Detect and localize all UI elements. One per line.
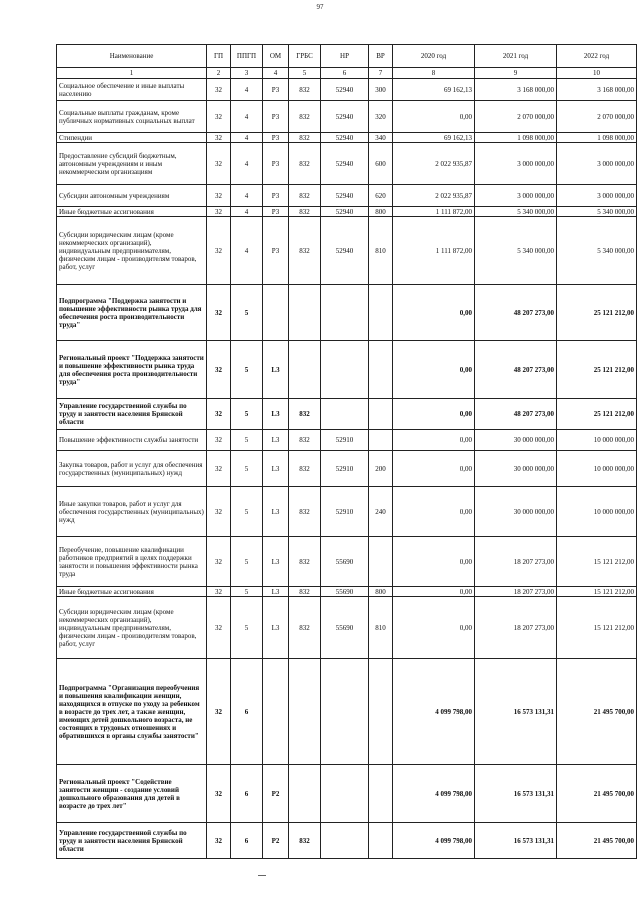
row-om-cell: Р2 (263, 823, 289, 859)
row-2020-cell: 0,00 (393, 341, 475, 399)
row-gp-cell: 32 (207, 133, 231, 143)
row-nr-cell: 55690 (321, 587, 369, 597)
index-cell: 7 (369, 68, 393, 79)
row-2020-cell: 0,00 (393, 487, 475, 537)
row-ppgp-cell: 4 (231, 185, 263, 207)
header-gp: ГП (207, 45, 231, 68)
index-cell: 3 (231, 68, 263, 79)
header-row (57, 45, 637, 68)
index-cell: 1 (57, 68, 207, 79)
row-vr-cell (369, 399, 393, 430)
row-2022-cell: 25 121 212,00 (557, 399, 637, 430)
row-2022-cell: 21 495 700,00 (557, 765, 637, 823)
row-2022-cell: 3 000 000,00 (557, 185, 637, 207)
header-name: Наименование (57, 45, 207, 68)
row-2020-cell: 0,00 (393, 101, 475, 133)
row-2020-cell: 0,00 (393, 537, 475, 587)
row-2022-cell: 2 070 000,00 (557, 101, 637, 133)
header-nr: НР (321, 45, 369, 68)
row-ppgp-cell: 5 (231, 451, 263, 487)
row-2021-cell: 3 000 000,00 (475, 143, 557, 185)
index-cell: 6 (321, 68, 369, 79)
row-2022-cell: 25 121 212,00 (557, 285, 637, 341)
table-row (57, 765, 637, 823)
row-grbs-cell: 832 (289, 133, 321, 143)
row-vr-cell (369, 430, 393, 451)
row-grbs-cell (289, 341, 321, 399)
row-om-cell: L3 (263, 451, 289, 487)
page-number: 97 (316, 3, 324, 11)
row-nr-cell (321, 765, 369, 823)
row-nr-cell (321, 659, 369, 765)
row-nr-cell (321, 823, 369, 859)
row-2021-cell: 18 207 273,00 (475, 537, 557, 587)
row-2020-cell: 0,00 (393, 399, 475, 430)
row-nr-cell (321, 341, 369, 399)
index-cell: 10 (557, 68, 637, 79)
row-2022-cell: 21 495 700,00 (557, 659, 637, 765)
row-nr-cell: 52940 (321, 185, 369, 207)
row-nr-cell (321, 399, 369, 430)
index-cell: 2 (207, 68, 231, 79)
index-cell: 4 (263, 68, 289, 79)
row-grbs-cell: 832 (289, 537, 321, 587)
row-name-cell: Субсидии юридическим лицам (кроме некоммерческих организаций), индивидуальным предпринимателям, физическим лицам - производителям товаров, работ, услуг (57, 217, 207, 285)
row-2020-cell: 0,00 (393, 597, 475, 659)
header-ppgp: ППГП (231, 45, 263, 68)
row-name-cell: Закупка товаров, работ и услуг для обеспечения государственных (муниципальных) нужд (57, 451, 207, 487)
row-nr-cell: 55690 (321, 597, 369, 659)
row-gp-cell: 32 (207, 217, 231, 285)
row-2021-cell: 16 573 131,31 (475, 659, 557, 765)
row-2022-cell: 1 098 000,00 (557, 133, 637, 143)
row-grbs-cell: 832 (289, 79, 321, 101)
row-name-cell: Иные бюджетные ассигнования (57, 207, 207, 217)
row-nr-cell: 52940 (321, 101, 369, 133)
row-grbs-cell (289, 285, 321, 341)
row-vr-cell: 810 (369, 217, 393, 285)
row-2021-cell: 5 340 000,00 (475, 217, 557, 285)
row-2022-cell: 10 000 000,00 (557, 451, 637, 487)
row-vr-cell (369, 765, 393, 823)
row-ppgp-cell: 5 (231, 597, 263, 659)
table-row (57, 537, 637, 587)
row-vr-cell: 340 (369, 133, 393, 143)
row-2020-cell: 0,00 (393, 587, 475, 597)
row-2020-cell: 0,00 (393, 430, 475, 451)
row-name-cell: Переобучение, повышение квалификации работников предприятий в целях поддержки занятости и повышения эффективности рынка труда (57, 537, 207, 587)
row-2020-cell: 1 111 872,00 (393, 207, 475, 217)
row-grbs-cell: 832 (289, 207, 321, 217)
row-name-cell: Иные бюджетные ассигнования (57, 587, 207, 597)
row-om-cell: Р3 (263, 133, 289, 143)
row-nr-cell: 52940 (321, 143, 369, 185)
row-om-cell (263, 659, 289, 765)
index-cell: 5 (289, 68, 321, 79)
row-gp-cell: 32 (207, 587, 231, 597)
row-2020-cell: 69 162,13 (393, 133, 475, 143)
row-ppgp-cell: 4 (231, 207, 263, 217)
row-gp-cell: 32 (207, 207, 231, 217)
row-nr-cell: 55690 (321, 537, 369, 587)
row-gp-cell: 32 (207, 101, 231, 133)
row-name-cell: Предоставление субсидий бюджетным, автономным учреждениям и иным некоммерческим организациям (57, 143, 207, 185)
row-om-cell: Р2 (263, 765, 289, 823)
row-ppgp-cell: 4 (231, 101, 263, 133)
row-2021-cell: 1 098 000,00 (475, 133, 557, 143)
row-ppgp-cell: 6 (231, 659, 263, 765)
table-row (57, 185, 637, 207)
row-2020-cell: 69 162,13 (393, 79, 475, 101)
header-2021: 2021 год (475, 45, 557, 68)
row-ppgp-cell: 5 (231, 341, 263, 399)
row-2022-cell: 5 340 000,00 (557, 207, 637, 217)
row-name-cell: Подпрограмма "Поддержка занятости и повышение эффективности рынка труда для обеспечения роста производительности труда" (57, 285, 207, 341)
row-om-cell: L3 (263, 597, 289, 659)
row-2020-cell: 2 022 935,87 (393, 185, 475, 207)
row-grbs-cell: 832 (289, 451, 321, 487)
row-name-cell: Иные закупки товаров, работ и услуг для обеспечения государственных (муниципальных) нужд (57, 487, 207, 537)
row-gp-cell: 32 (207, 285, 231, 341)
row-nr-cell: 52940 (321, 207, 369, 217)
row-vr-cell (369, 537, 393, 587)
row-om-cell: Р3 (263, 79, 289, 101)
table-row (57, 587, 637, 597)
row-ppgp-cell: 5 (231, 430, 263, 451)
row-2020-cell: 4 099 798,00 (393, 765, 475, 823)
row-gp-cell: 32 (207, 341, 231, 399)
row-ppgp-cell: 5 (231, 487, 263, 537)
row-name-cell: Подпрограмма "Организация переобучения и повышения квалификации женщин, находящихся в отпуске по уходу за ребенком в возрасте до трех лет, а также женщин, имеющих детей дошкольного возраста, не состоящих в трудовых отношениях и обратившихся в органы службы занятости" (57, 659, 207, 765)
row-grbs-cell: 832 (289, 143, 321, 185)
row-2022-cell: 15 121 212,00 (557, 587, 637, 597)
row-vr-cell: 600 (369, 143, 393, 185)
row-vr-cell: 800 (369, 207, 393, 217)
row-ppgp-cell: 4 (231, 133, 263, 143)
header-om: ОМ (263, 45, 289, 68)
row-ppgp-cell: 5 (231, 399, 263, 430)
row-2022-cell: 10 000 000,00 (557, 487, 637, 537)
row-grbs-cell: 832 (289, 101, 321, 133)
table-row (57, 451, 637, 487)
row-2022-cell: 3 000 000,00 (557, 143, 637, 185)
row-2021-cell: 3 000 000,00 (475, 185, 557, 207)
table-row (57, 133, 637, 143)
table-row (57, 399, 637, 430)
row-gp-cell: 32 (207, 597, 231, 659)
header-vr: ВР (369, 45, 393, 68)
row-vr-cell: 620 (369, 185, 393, 207)
row-2022-cell: 15 121 212,00 (557, 597, 637, 659)
row-grbs-cell: 832 (289, 399, 321, 430)
row-grbs-cell: 832 (289, 430, 321, 451)
row-ppgp-cell: 5 (231, 285, 263, 341)
row-vr-cell (369, 341, 393, 399)
row-ppgp-cell: 5 (231, 537, 263, 587)
row-vr-cell (369, 659, 393, 765)
row-2021-cell: 18 207 273,00 (475, 587, 557, 597)
row-name-cell: Повышение эффективности службы занятости (57, 430, 207, 451)
table-row (57, 597, 637, 659)
row-2021-cell: 16 573 131,31 (475, 765, 557, 823)
table-row (57, 143, 637, 185)
row-name-cell: Управление государственной службы по труду и занятости населения Брянской области (57, 399, 207, 430)
table-row (57, 207, 637, 217)
row-grbs-cell (289, 659, 321, 765)
table-row (57, 79, 637, 101)
row-grbs-cell (289, 765, 321, 823)
table-row (57, 430, 637, 451)
row-name-cell: Региональный проект "Содействие занятости женщин - создание условий дошкольного образования для детей в возрасте до трех лет" (57, 765, 207, 823)
row-2022-cell: 3 168 000,00 (557, 79, 637, 101)
row-om-cell: Р3 (263, 185, 289, 207)
row-name-cell: Управление государственной службы по труду и занятости населения Брянской области (57, 823, 207, 859)
row-ppgp-cell: 5 (231, 587, 263, 597)
row-2021-cell: 30 000 000,00 (475, 430, 557, 451)
row-grbs-cell: 832 (289, 587, 321, 597)
row-gp-cell: 32 (207, 451, 231, 487)
row-2021-cell: 48 207 273,00 (475, 341, 557, 399)
row-2021-cell: 48 207 273,00 (475, 285, 557, 341)
row-om-cell (263, 285, 289, 341)
row-name-cell: Стипендии (57, 133, 207, 143)
scan-artifact (258, 875, 266, 876)
row-2021-cell: 30 000 000,00 (475, 451, 557, 487)
row-nr-cell: 52940 (321, 217, 369, 285)
row-grbs-cell: 832 (289, 217, 321, 285)
row-nr-cell: 52940 (321, 133, 369, 143)
table-row (57, 101, 637, 133)
row-2022-cell: 5 340 000,00 (557, 217, 637, 285)
row-ppgp-cell: 6 (231, 823, 263, 859)
row-nr-cell: 52910 (321, 451, 369, 487)
row-grbs-cell: 832 (289, 823, 321, 859)
row-2022-cell: 21 495 700,00 (557, 823, 637, 859)
row-om-cell: Р3 (263, 143, 289, 185)
table-row (57, 823, 637, 859)
row-vr-cell: 240 (369, 487, 393, 537)
row-gp-cell: 32 (207, 143, 231, 185)
table-row (57, 659, 637, 765)
row-2022-cell: 15 121 212,00 (557, 537, 637, 587)
budget-table (56, 44, 637, 859)
row-gp-cell: 32 (207, 79, 231, 101)
row-2021-cell: 3 168 000,00 (475, 79, 557, 101)
row-grbs-cell: 832 (289, 487, 321, 537)
row-om-cell: L3 (263, 341, 289, 399)
row-name-cell: Социальное обеспечение и иные выплаты населению (57, 79, 207, 101)
row-2021-cell: 2 070 000,00 (475, 101, 557, 133)
row-ppgp-cell: 4 (231, 143, 263, 185)
row-vr-cell: 300 (369, 79, 393, 101)
row-name-cell: Субсидии автономным учреждениям (57, 185, 207, 207)
row-vr-cell: 320 (369, 101, 393, 133)
row-vr-cell (369, 823, 393, 859)
row-gp-cell: 32 (207, 823, 231, 859)
row-gp-cell: 32 (207, 487, 231, 537)
row-2021-cell: 18 207 273,00 (475, 597, 557, 659)
row-om-cell: L3 (263, 399, 289, 430)
row-om-cell: L3 (263, 430, 289, 451)
row-2020-cell: 4 099 798,00 (393, 823, 475, 859)
table-row (57, 487, 637, 537)
row-om-cell: L3 (263, 537, 289, 587)
row-ppgp-cell: 4 (231, 217, 263, 285)
column-index-row (57, 68, 637, 79)
row-grbs-cell: 832 (289, 185, 321, 207)
row-2020-cell: 2 022 935,87 (393, 143, 475, 185)
header-2020: 2020 год (393, 45, 475, 68)
row-2021-cell: 16 573 131,31 (475, 823, 557, 859)
index-cell: 8 (393, 68, 475, 79)
row-om-cell: Р3 (263, 207, 289, 217)
table-row (57, 341, 637, 399)
row-grbs-cell: 832 (289, 597, 321, 659)
row-name-cell: Субсидии юридическим лицам (кроме некоммерческих организаций), индивидуальным предпринимателям, физическим лицам - производителям товаров, работ, услуг (57, 597, 207, 659)
row-nr-cell (321, 285, 369, 341)
row-om-cell: L3 (263, 487, 289, 537)
row-2021-cell: 30 000 000,00 (475, 487, 557, 537)
row-gp-cell: 32 (207, 399, 231, 430)
row-vr-cell: 810 (369, 597, 393, 659)
row-om-cell: Р3 (263, 101, 289, 133)
row-gp-cell: 32 (207, 659, 231, 765)
row-name-cell: Региональный проект "Поддержка занятости и повышение эффективности рынка труда для обеспечения роста производительности труда" (57, 341, 207, 399)
table-row (57, 285, 637, 341)
row-vr-cell (369, 285, 393, 341)
row-gp-cell: 32 (207, 537, 231, 587)
row-nr-cell: 52940 (321, 79, 369, 101)
row-2020-cell: 0,00 (393, 285, 475, 341)
row-nr-cell: 52910 (321, 487, 369, 537)
row-2020-cell: 0,00 (393, 451, 475, 487)
header-grbs: ГРБС (289, 45, 321, 68)
row-nr-cell: 52910 (321, 430, 369, 451)
row-vr-cell: 800 (369, 587, 393, 597)
header-2022: 2022 год (557, 45, 637, 68)
row-om-cell: L3 (263, 587, 289, 597)
row-om-cell: Р3 (263, 217, 289, 285)
row-name-cell: Социальные выплаты гражданам, кроме публичных нормативных социальных выплат (57, 101, 207, 133)
row-2021-cell: 48 207 273,00 (475, 399, 557, 430)
row-gp-cell: 32 (207, 430, 231, 451)
row-2021-cell: 5 340 000,00 (475, 207, 557, 217)
row-gp-cell: 32 (207, 185, 231, 207)
row-2020-cell: 1 111 872,00 (393, 217, 475, 285)
row-2022-cell: 10 000 000,00 (557, 430, 637, 451)
row-vr-cell: 200 (369, 451, 393, 487)
row-2020-cell: 4 099 798,00 (393, 659, 475, 765)
table-row (57, 217, 637, 285)
row-gp-cell: 32 (207, 765, 231, 823)
row-ppgp-cell: 6 (231, 765, 263, 823)
row-ppgp-cell: 4 (231, 79, 263, 101)
index-cell: 9 (475, 68, 557, 79)
row-2022-cell: 25 121 212,00 (557, 341, 637, 399)
